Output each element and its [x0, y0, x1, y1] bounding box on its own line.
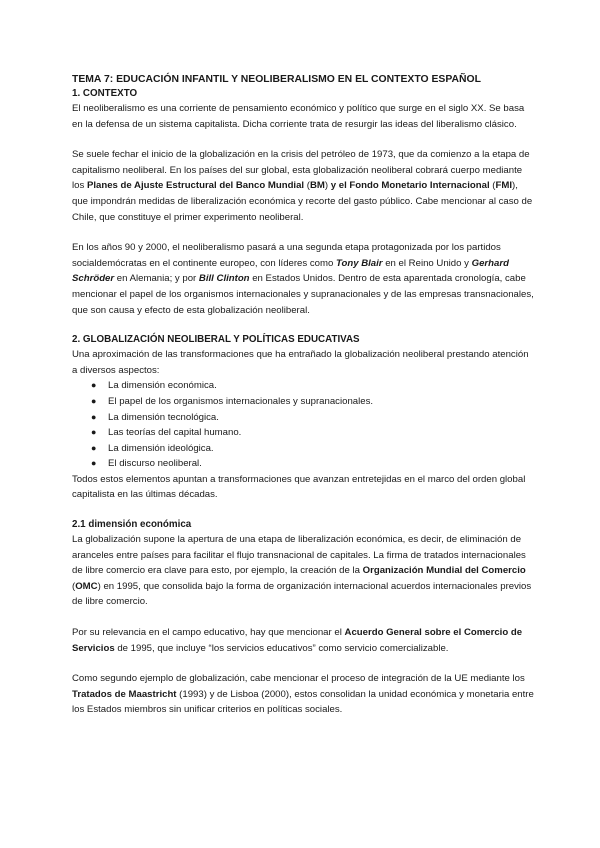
bullet-icon: ●	[91, 442, 97, 453]
list-item: ● El papel de los organismos internacionales y supranacionales.	[108, 394, 536, 410]
list-item: ● Las teorías del capital humano.	[108, 425, 536, 441]
paragraph-elementos: Todos estos elementos apuntan a transformaciones que avanzan entretejidas en el marco del orden global capitalista en las últimas décadas.	[72, 473, 526, 501]
paragraph-globalizacion: Se suele fechar el inicio de la globalización en la crisis del petróleo de 1973, que da comienzo a la etapa de capitalismo neoliberal. En los países del sur global, esta globalización neoliberal cobrará cuerpo mediante los Planes de Ajuste Estructural del Banco Mundial (BM) y el Fondo Monetario Internacional (FMI), que impondrán medidas de liberalización económica y recorte del gasto público. Cabe mencionar al caso de Chile, que constituye el primer experimento neoliberal.	[72, 149, 533, 223]
subsection-heading-dimension-economica: 2.1 dimensión económica	[72, 519, 192, 531]
list-item: ● La dimensión económica.	[108, 378, 536, 394]
list-item: ● La dimensión tecnológica.	[108, 410, 536, 426]
paragraph-integracion-ue: Como segundo ejemplo de globalización, cabe mencionar el proceso de integración de la UE mediante los Tratados de Maastricht (1993) y de Lisboa (2000), estos consolidan la unidad económica y monetaria entre los Estados miembros sin unificar criterios en políticas sociales.	[72, 673, 534, 716]
bullet-icon: ●	[91, 458, 97, 469]
bullet-icon: ●	[91, 380, 97, 391]
paragraph-segunda-etapa: En los años 90 y 2000, el neoliberalismo pasará a una segunda etapa protagonizada por los partidos socialdemócratas en el continente europeo, con líderes como Tony Blair en el Reino Unido y Gerhard Schröder en Alemania; y por Bill Clinton en Estados Unidos. Dentro de esta aparentada cronología, cabe mencionar el papel de los organismos internacionales y supranacionales y de las empresas transnacionales, que son causa y efecto de esta globalización neoliberal.	[72, 242, 534, 316]
list-item: ● La dimensión ideológica.	[108, 441, 536, 457]
aspects-list	[72, 378, 536, 472]
bullet-icon: ●	[91, 411, 97, 422]
paragraph-aproximacion: Una aproximación de las transformaciones que ha entrañado la globalización neoliberal prestando atención a diversos aspectos:	[72, 349, 529, 376]
list-item: ● El discurso neoliberal.	[108, 456, 536, 472]
bullet-icon: ●	[91, 427, 97, 438]
document-title: TEMA 7: EDUCACIÓN INFANTIL Y NEOLIBERALISMO EN EL CONTEXTO ESPAÑOL	[72, 74, 481, 85]
section-heading-globalizacion: 2. GLOBALIZACIÓN NEOLIBERAL Y POLÍTICAS EDUCATIVAS	[72, 334, 360, 346]
bullet-icon: ●	[91, 395, 97, 406]
paragraph-acuerdo-servicios: Por su relevancia en el campo educativo, hay que mencionar el Acuerdo General sobre el Comercio de Servicios de 1995, que incluye “los servicios educativos” como servicio comercializable.	[72, 627, 523, 654]
section-heading-contexto: 1. CONTEXTO	[72, 88, 138, 99]
paragraph-neoliberalismo: El neoliberalismo es una corriente de pensamiento económico y político que surge en el siglo XX. Se basa en la defensa de un sistema capitalista. Dicha corriente trata de resurgir las ideas del liberalismo clásico.	[72, 103, 525, 130]
paragraph-liberalizacion: La globalización supone la apertura de una etapa de liberalización económica, es decir, de eliminación de aranceles entre países para facilitar el flujo transnacional de capitales. La firma de tratados internacionales de libre comercio era clave para esto, por ejemplo, la creación de la Organización Mundial del Comercio (OMC) en 1995, que consolida bajo la forma de organización internacional acuerdos internacionales previos de libre comercio.	[72, 534, 532, 608]
